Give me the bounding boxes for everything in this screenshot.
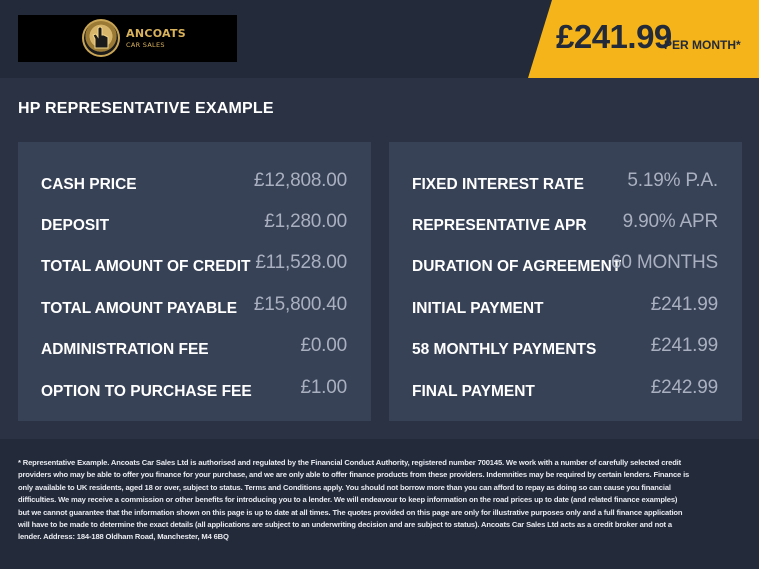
row-label: INITIAL PAYMENT	[412, 300, 544, 317]
row-value: 5.19% P.A.	[627, 170, 718, 191]
row-value: £242.99	[650, 377, 718, 398]
row-label: FIXED INTEREST RATE	[412, 176, 584, 193]
finance-row	[389, 166, 742, 196]
finance-panel-right	[389, 142, 742, 421]
finance-row	[389, 207, 742, 237]
finance-row	[389, 331, 742, 361]
row-value: 9.90% APR	[622, 211, 718, 232]
row-label: CASH PRICE	[41, 176, 137, 193]
row-label: TOTAL AMOUNT OF CREDIT	[41, 258, 251, 275]
ancoats-badge-icon	[82, 19, 120, 57]
row-value: £15,800.40	[253, 294, 347, 315]
row-label: DEPOSIT	[41, 217, 110, 234]
finance-row	[389, 290, 742, 320]
finance-row	[18, 331, 371, 361]
finance-row	[18, 290, 371, 320]
row-value: £241.99	[650, 335, 718, 356]
row-value: £1.00	[300, 377, 347, 398]
section-title: HP REPRESENTATIVE EXAMPLE	[18, 100, 274, 117]
finance-row	[18, 248, 371, 278]
finance-row	[389, 373, 742, 403]
finance-row	[18, 166, 371, 196]
row-value: £0.00	[300, 335, 347, 356]
finance-row	[18, 373, 371, 403]
row-label: REPRESENTATIVE APR	[412, 217, 587, 234]
row-label: 58 MONTHLY PAYMENTS	[412, 341, 597, 358]
row-label: FINAL PAYMENT	[412, 383, 535, 400]
row-value: £12,808.00	[253, 170, 347, 191]
finance-row	[389, 248, 742, 278]
finance-panel-left	[18, 142, 371, 421]
row-value: 60 MONTHS	[611, 252, 718, 273]
per-month-label: PER MONTH*	[664, 38, 741, 52]
row-value: £11,528.00	[255, 252, 347, 273]
monthly-price: £241.99	[556, 18, 672, 55]
logo-name: ANCOATS	[126, 27, 187, 40]
dealer-logo[interactable]	[18, 15, 237, 62]
row-label: OPTION TO PURCHASE FEE	[41, 383, 252, 400]
row-label: TOTAL AMOUNT PAYABLE	[41, 300, 238, 317]
disclaimer-text: * Representative Example. Ancoats Car Sales Ltd is authorised and regulated by the Financial Conduct Authority, registered number 700145. We work with a number of carefully selected credit providers who may be able to offer you finance for your purchase, and we are only able to offer finance products from these providers. Indemnities may be required by certain lenders. Finance is only available to UK residents, aged 18 or over, subject to status. Terms and Conditions apply. You should not borrow more than you can afford to repay as doing so can cause you financial difficulties. We may receive a commission or other benefits for introducing you to a lender. We will endeavour to keep information on the road prices up to date (and related finance examples) but we cannot guarantee that the information shown on this page is up to date at all times. The quotes provided on this page are only for illustrative purposes only and a full finance application will have to be made to determine the exact details (all applications are subject to an underwriting decision and are subject to status). Ancoats Car Sales Ltd acts as a credit broker and not a lender. Address: 184-188 Oldham Road, Manchester, M4 6BQ	[18, 458, 690, 542]
row-label: DURATION OF AGREEMENT	[412, 258, 622, 275]
row-value: £1,280.00	[264, 211, 347, 232]
logo-subtitle: CAR SALES	[126, 41, 165, 49]
row-value: £241.99	[650, 294, 718, 315]
finance-row	[18, 207, 371, 237]
row-label: ADMINISTRATION FEE	[41, 341, 209, 358]
